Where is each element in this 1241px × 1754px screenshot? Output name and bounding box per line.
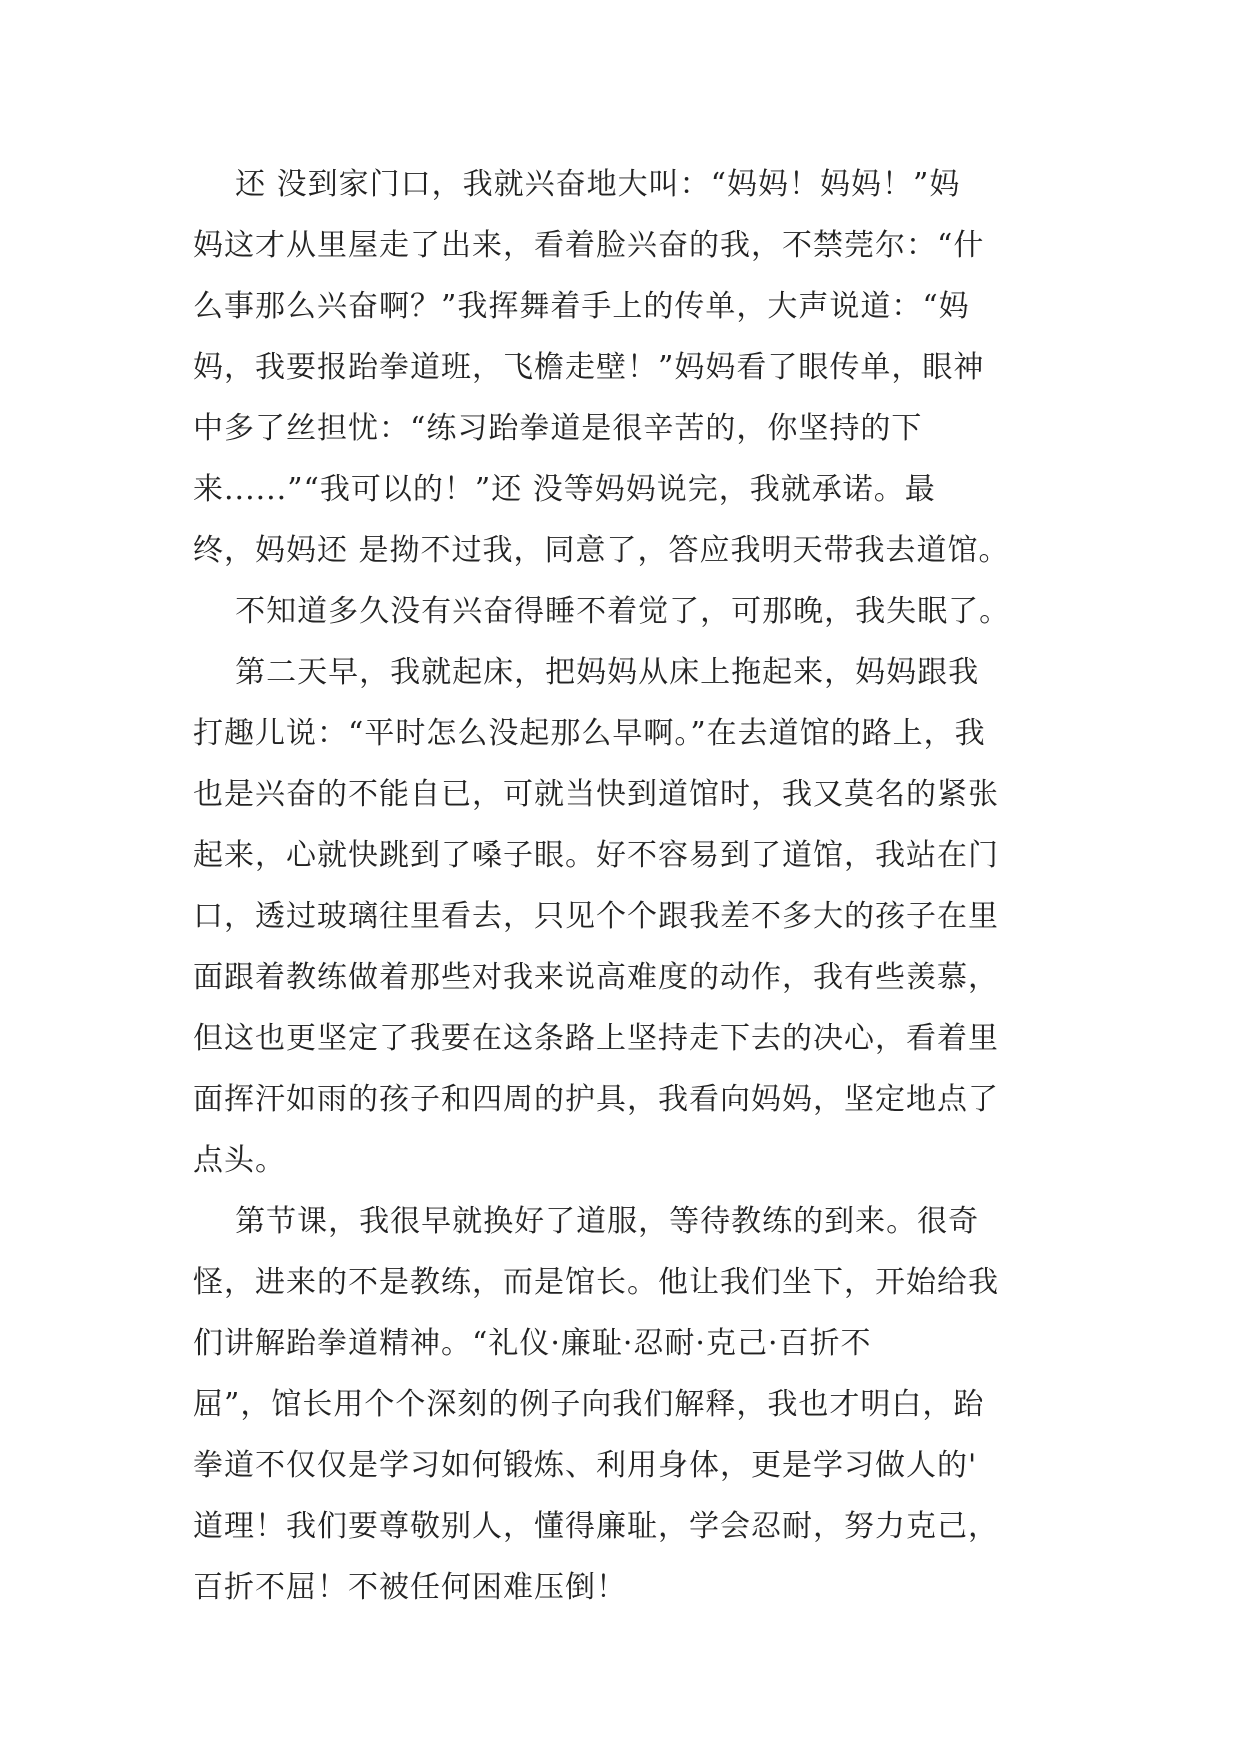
text-line: 终，妈妈还 是拗不过我，同意了，答应我明天带我去道馆。 (193, 533, 1010, 568)
text-line: 们讲解跆拳道精神。“礼仪·廉耻·忍耐·克己·百折不 (193, 1326, 872, 1361)
text-line: 中多了丝担忧：“练习跆拳道是很辛苦的，你坚持的下 (193, 411, 923, 446)
text-line: 也是兴奋的不能自已，可就当快到道馆时，我又莫名的紧张 (193, 777, 999, 812)
paragraph-4 (193, 1191, 1063, 1618)
text-line: 起来，心就快跳到了嗓子眼。好不容易到了道馆，我站在门 (193, 838, 999, 873)
text-line: 百折不屈！不被任何困难压倒！ (193, 1570, 627, 1605)
text-line: 口，透过玻璃往里看去，只见个个跟我差不多大的孩子在里 (193, 899, 999, 934)
paragraph-1 (193, 154, 1063, 581)
text-line: 面挥汗如雨的孩子和四周的护具，我看向妈妈，坚定地点了 (193, 1082, 999, 1117)
text-line: 面跟着教练做着那些对我来说高难度的动作，我有些羡慕， (193, 960, 999, 995)
text-line: 道理！我们要尊敬别人，懂得廉耻，学会忍耐，努力克己， (193, 1509, 999, 1544)
document-body (193, 154, 1063, 1618)
text-line: 拳道不仅仅是学习如何锻炼、利用身体，更是学习做人的' (193, 1448, 978, 1483)
paragraph-2 (193, 581, 1063, 642)
text-line: 但这也更坚定了我要在这条路上坚持走下去的决心，看着里 (193, 1021, 999, 1056)
text-line: 点头。 (193, 1143, 286, 1178)
paragraph-3 (193, 642, 1063, 1191)
text-line: 第节课，我很早就换好了道服，等待教练的到来。很奇 (193, 1204, 980, 1239)
text-line: 妈，我要报跆拳道班，飞檐走壁！”妈妈看了眼传单，眼神 (193, 350, 985, 385)
text-line: 第二天早，我就起床，把妈妈从床上拖起来，妈妈跟我 (193, 655, 980, 690)
text-line: 妈这才从里屋走了出来，看着脸兴奋的我，不禁莞尔：“什 (193, 228, 985, 263)
text-line: 怪，进来的不是教练，而是馆长。他让我们坐下，开始给我 (193, 1265, 999, 1300)
text-line: 还 没到家门口，我就兴奋地大叫：“妈妈！妈妈！”妈 (193, 167, 961, 202)
text-line: 么事那么兴奋啊？”我挥舞着手上的传单，大声说道：“妈 (193, 289, 970, 324)
text-line: 打趣儿说：“平时怎么没起那么早啊。”在去道馆的路上，我 (193, 716, 986, 751)
text-line: 不知道多久没有兴奋得睡不着觉了，可那晚，我失眠了。 (193, 594, 1011, 629)
text-line: 来......”“我可以的！”还 没等妈妈说完，我就承诺。最 (193, 472, 936, 507)
text-line: 屈”，馆长用个个深刻的例子向我们解释，我也才明白，跆 (193, 1387, 985, 1422)
